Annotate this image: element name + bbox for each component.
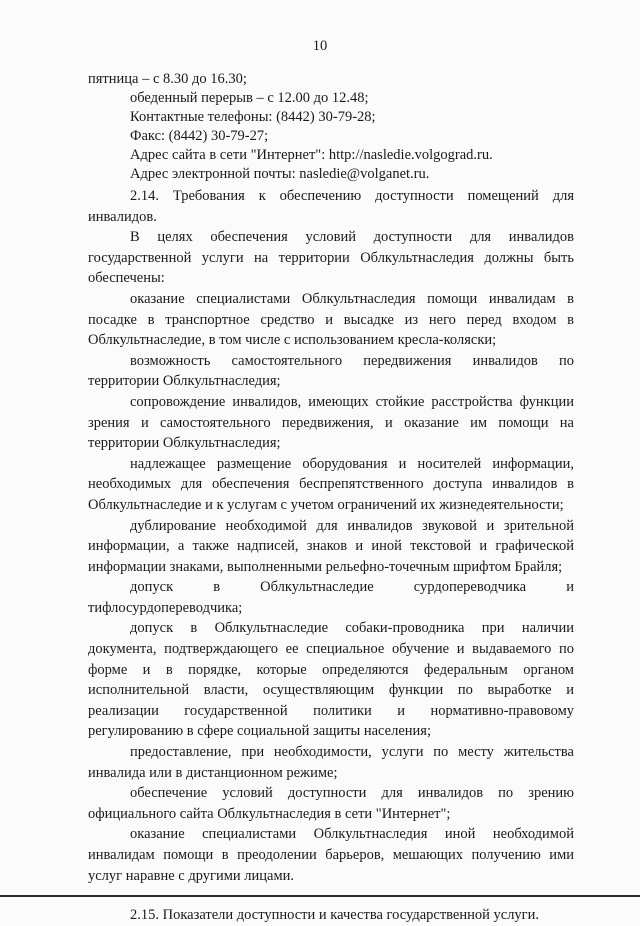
contact-fax: Факс: (8442) 30-79-27;	[130, 128, 269, 144]
list-item-other-assistance: оказание специалистами Облкультнаследия иной необходимой инвалидам помощи в преодолении барьеров, мешающих получению ими услуг наравне с другими лицами.	[88, 826, 574, 884]
list-item-equipment-placement: надлежащее размещение оборудования и носителей информации, необходимых для обеспечения беспрепятственного доступа инвалидов в Облкультнаследие и к услугам с учетом ограничений их жизнедеятельности;	[88, 455, 574, 513]
list-item-guide-dog: допуск в Облкультнаследие собаки-проводника при наличии документа, подтверждающего ее специальное обучение и выдаваемого по форме и в порядке, которые определяются федеральным органом исполнительной власти, осуществляющим функции по выработке и реализации государственной политики и нормативно-правовому регулированию в сфере социальной защиты населения;	[88, 620, 574, 740]
contact-phones: Контактные телефоны: (8442) 30-79-28;	[130, 109, 376, 125]
section-2-14-title: 2.14. Требования к обеспечению доступности помещений для инвалидов.	[88, 188, 574, 225]
list-item-assistance-transport: оказание специалистами Облкультнаследия помощи инвалидам в посадке в транспортное средство и высадке из него перед входом в Облкультнаследие, в том числе с использованием кресла-коляски;	[88, 290, 574, 349]
section-2-15-title: 2.15. Показатели доступности и качества государственной услуги.	[130, 907, 540, 924]
list-item-duplication-braille: дублирование необходимой для инвалидов звуковой и зрительной информации, а также надписей, знаков и иной текстовой и графической информации знаками, выполненными рельефно-точечным шрифтом Брайля;	[88, 517, 574, 575]
contacts-block	[88, 70, 574, 184]
section-2-14	[88, 186, 574, 926]
page-bottom-rule	[0, 895, 640, 897]
list-item-accompaniment: сопровождение инвалидов, имеющих стойкие расстройства функции зрения и самостоятельного передвижения, и оказание им помощи на территории Облкультнаследия;	[88, 393, 574, 452]
schedule-friday: пятница – с 8.30 до 16.30;	[88, 71, 247, 87]
contact-email: Адрес электронной почты: nasledie@volganet.ru.	[130, 166, 430, 182]
list-item-independent-movement: возможность самостоятельного передвижения инвалидов по территории Облкультнаследия;	[88, 352, 574, 390]
contact-website: Адрес сайта в сети "Интернет": http://nasledie.volgograd.ru.	[130, 147, 493, 163]
schedule-lunch-break: обеденный перерыв – с 12.00 до 12.48;	[130, 90, 369, 106]
page-number: 10	[312, 38, 328, 54]
list-item-remote-service: предоставление, при необходимости, услуги по месту жительства инвалида или в дистанционном режиме;	[88, 744, 574, 781]
list-item-website-accessibility: обеспечение условий доступности для инвалидов по зрению официального сайта Облкультнаследия в сети "Интернет";	[88, 785, 574, 822]
list-item-sign-interpreter: допуск в Облкультнаследие сурдопереводчика и тифлосурдопереводчика;	[88, 579, 574, 616]
section-2-14-intro: В целях обеспечения условий доступности для инвалидов государственной услуги на территории Облкультнаследия должны быть обеспечены:	[88, 229, 574, 287]
